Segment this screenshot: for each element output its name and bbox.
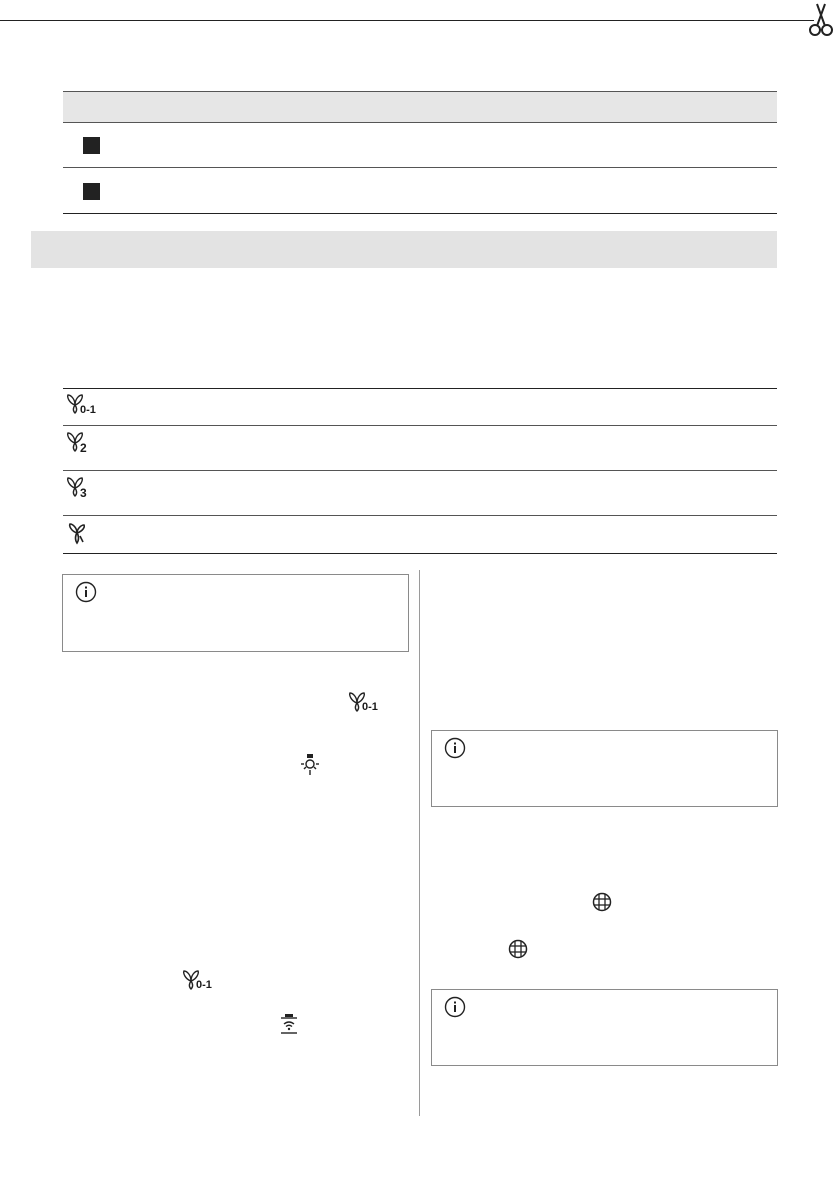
fan-speed-label: 3 — [80, 486, 87, 500]
fan-speed-label: 0-1 — [196, 979, 212, 991]
fan-table-top-rule — [63, 388, 777, 389]
column-divider — [419, 570, 420, 1116]
info-icon — [444, 996, 466, 1018]
table-header — [63, 91, 777, 123]
inline-fan-icon-group — [348, 692, 384, 714]
fan-table-bottom-rule — [63, 553, 777, 554]
filter-reset-icon — [280, 1013, 298, 1035]
info-note-box — [62, 574, 409, 652]
table-row-divider — [63, 167, 777, 168]
info-note-box — [431, 730, 778, 807]
fan-table-divider — [63, 470, 777, 471]
inline-fan-icon-group — [182, 970, 220, 992]
black-square-icon — [83, 137, 100, 154]
globe-grid-icon — [592, 892, 612, 912]
fan-speed-label: 2 — [80, 441, 87, 455]
section-heading-band — [31, 231, 777, 268]
fan-table-divider — [63, 515, 777, 516]
info-icon — [75, 581, 97, 603]
scissors-icon — [806, 2, 836, 38]
fan-speed-label: 0-1 — [362, 701, 378, 713]
black-square-icon — [83, 183, 100, 200]
fan-table-divider — [63, 425, 777, 426]
fan-speed-label: 0-1 — [80, 404, 96, 416]
globe-grid-icon — [508, 939, 528, 959]
info-icon — [444, 737, 466, 759]
light-icon — [299, 753, 321, 777]
info-note-box — [431, 989, 778, 1066]
table-bottom-rule — [63, 213, 777, 214]
cut-line — [0, 20, 814, 21]
fan-boost-icon — [66, 522, 90, 546]
